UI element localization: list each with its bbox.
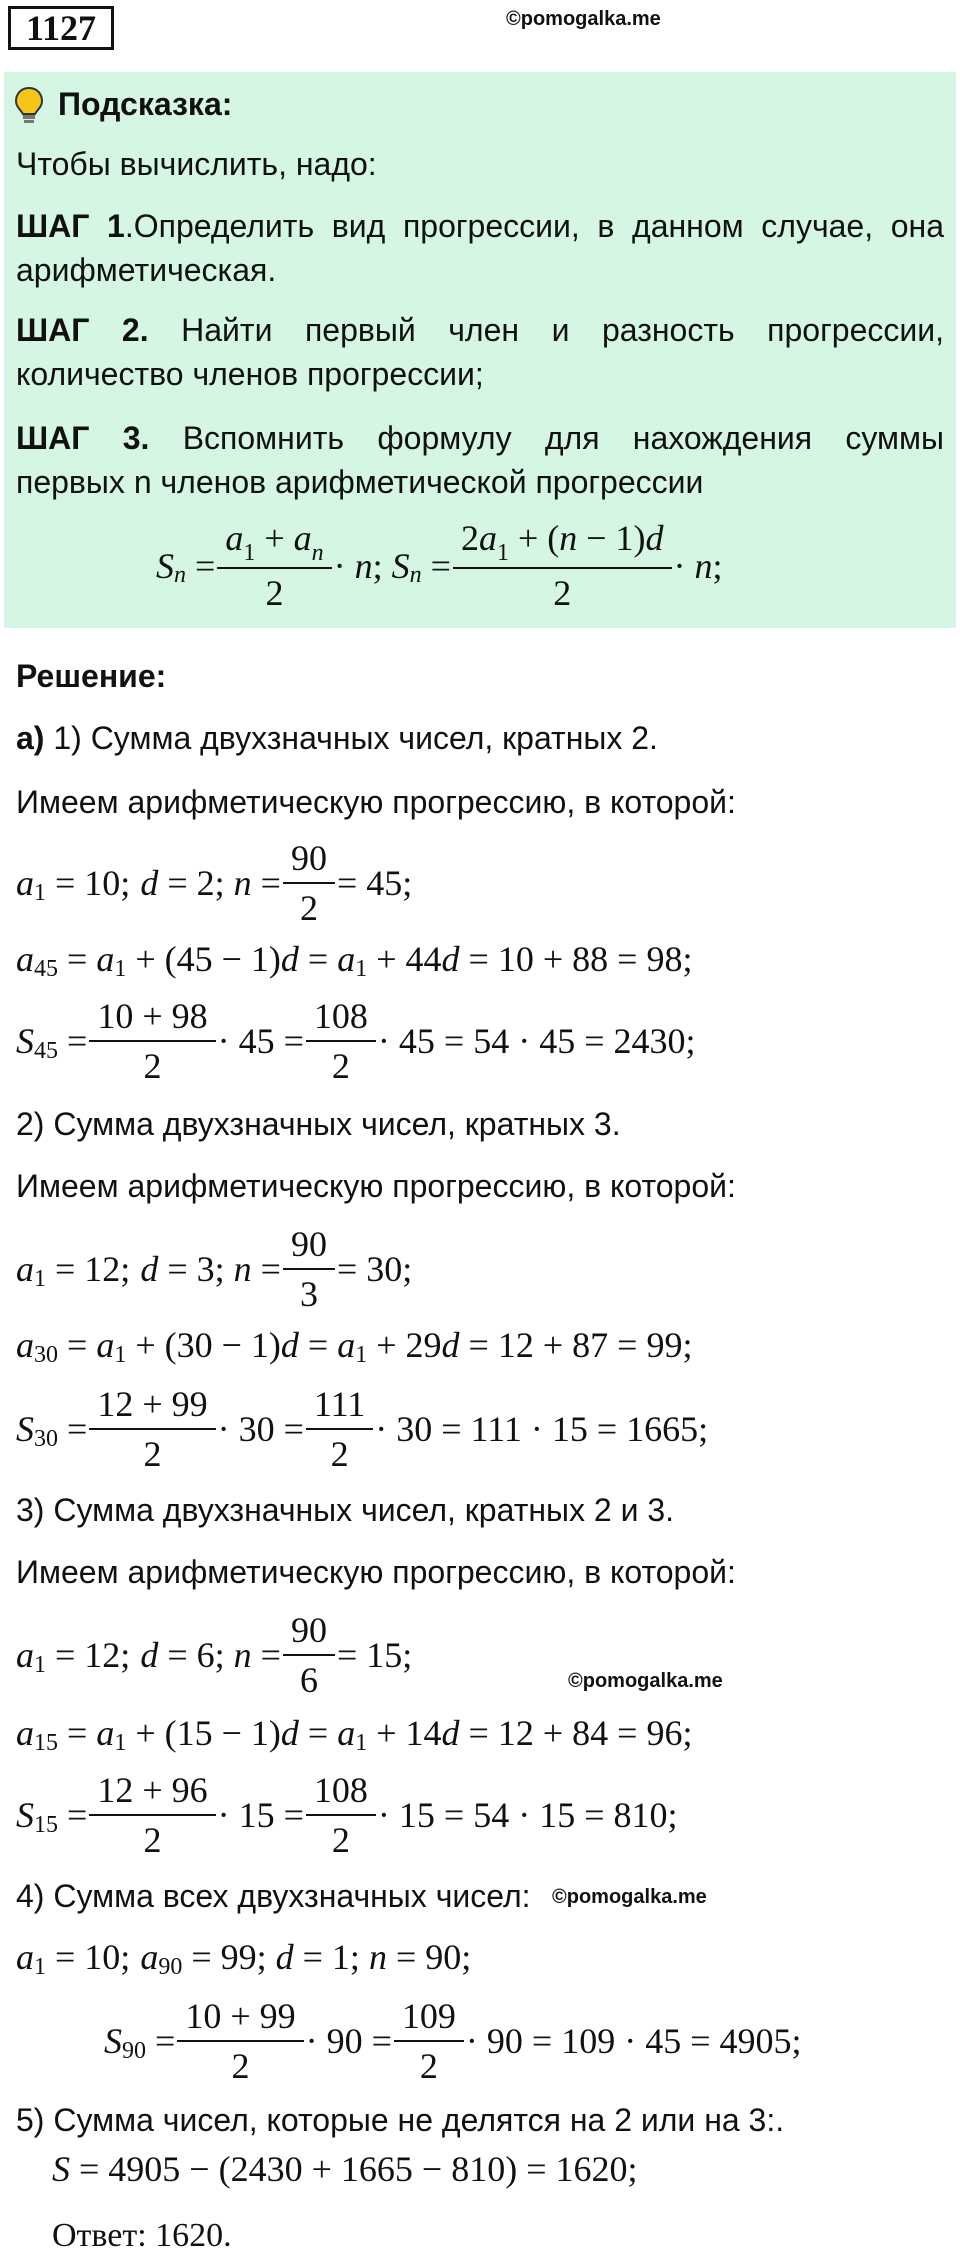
step3-label: ШАГ 3. (16, 420, 150, 456)
math-1-term: a 45 = a 1 + (45 − 1) d = a 1 + 44 d = 10 + 88 = 98; (16, 939, 693, 982)
math-5-result: S = 4905 − (2430 + 1665 − 810) = 1620; (52, 2149, 638, 2189)
math-4-params: a 1 = 10; a 90 = 99; d = 1; n = 90; (16, 1937, 472, 1980)
answer: Ответ: 1620. (52, 2217, 232, 2254)
math-2-params: a 1 = 12; d = 3; n = $\frac{90}{3}$ = 30; (16, 1224, 413, 1314)
item3-text: 3) Сумма двухзначных чисел, кратных 2 и 3. (16, 1492, 675, 1528)
solution-title: Решение: (16, 658, 167, 694)
watermark-3: ©pomogalka.me (552, 1886, 707, 1908)
step1-line1 (16, 204, 944, 248)
step1-label: ШАГ 1 (16, 208, 125, 244)
item1-text: 1) Сумма двухзначных чисел, кратных 2. (53, 720, 658, 756)
progression-intro-2: Имеем арифметическую прогрессию, в которой: (16, 1168, 736, 1204)
step3-line2: первых n членов арифметической прогрессии (16, 464, 704, 500)
step3-text: Вспомнить формулу для нахождения суммы (182, 420, 945, 456)
step2-line2: количество членов прогрессии; (16, 356, 484, 392)
part-a-label: а) (16, 720, 45, 756)
step1-line2: арифметическая. (16, 252, 277, 288)
math-1-params: a 1 = 10; d = 2; n = $\frac{90}{2}$ = 45; (16, 838, 413, 928)
math-3-sum: S 15 = $\frac{12 + 96}{2}$ · 15 = $\frac{108}{2}$ · 15 = 54 · 15 = 810; (16, 1770, 678, 1860)
step1-text: .Определить вид прогрессии, в данном случае, она (124, 208, 945, 244)
item5-text: 5) Сумма чисел, которые не делятся на 2 или на 3:. (16, 2102, 785, 2138)
step2-line1 (16, 308, 944, 352)
math-3-term: a 15 = a 1 + (15 − 1) d = a 1 + 14 d = 12 + 84 = 96; (16, 1713, 693, 1756)
math-4-sum: S 90 = $\frac{10 + 99}{2}$ · 90 = $\frac{109}{2}$ · 90 = 109 · 45 = 4905; (104, 1996, 802, 2086)
lightbulb-icon (14, 86, 44, 126)
math-2-sum: S 30 = $\frac{12 + 99}{2}$ · 30 = $\frac{111}{2}$ · 30 = 111 · 15 = 1665; (16, 1384, 709, 1474)
hint-intro: Чтобы вычислить, надо: (16, 146, 377, 182)
item1-line (16, 716, 658, 760)
hint-title: Подсказка: (58, 86, 233, 122)
step2-text: Найти первый член и разность прогрессии, (181, 312, 945, 348)
hint-formula: S n = $\frac{a_1 + a_n}{2}$ · n ; S n = $\frac{2a_1 + (n - 1)d}{2}$ · n ; (156, 518, 723, 613)
math-2-term: a 30 = a 1 + (30 − 1) d = a 1 + 29 d = 12 + 87 = 99; (16, 1325, 693, 1368)
task-number: 1127 (8, 6, 114, 50)
watermark-2: ©pomogalka.me (568, 1670, 723, 1692)
item2-text: 2) Сумма двухзначных чисел, кратных 3. (16, 1106, 621, 1142)
progression-intro-1: Имеем арифметическую прогрессию, в которой: (16, 784, 736, 820)
progression-intro-3: Имеем арифметическую прогрессию, в которой: (16, 1554, 736, 1590)
watermark: ©pomogalka.me (506, 8, 661, 30)
math-3-params: a 1 = 12; d = 6; n = $\frac{90}{6}$ = 15; (16, 1610, 413, 1700)
item4-text: 4) Сумма всех двухзначных чисел: (16, 1878, 531, 1914)
step3-line1 (16, 416, 944, 460)
step2-label: ШАГ 2. (16, 312, 149, 348)
math-1-sum: S 45 = $\frac{10 + 98}{2}$ · 45 = $\frac{108}{2}$ · 45 = 54 · 45 = 2430; (16, 996, 696, 1086)
